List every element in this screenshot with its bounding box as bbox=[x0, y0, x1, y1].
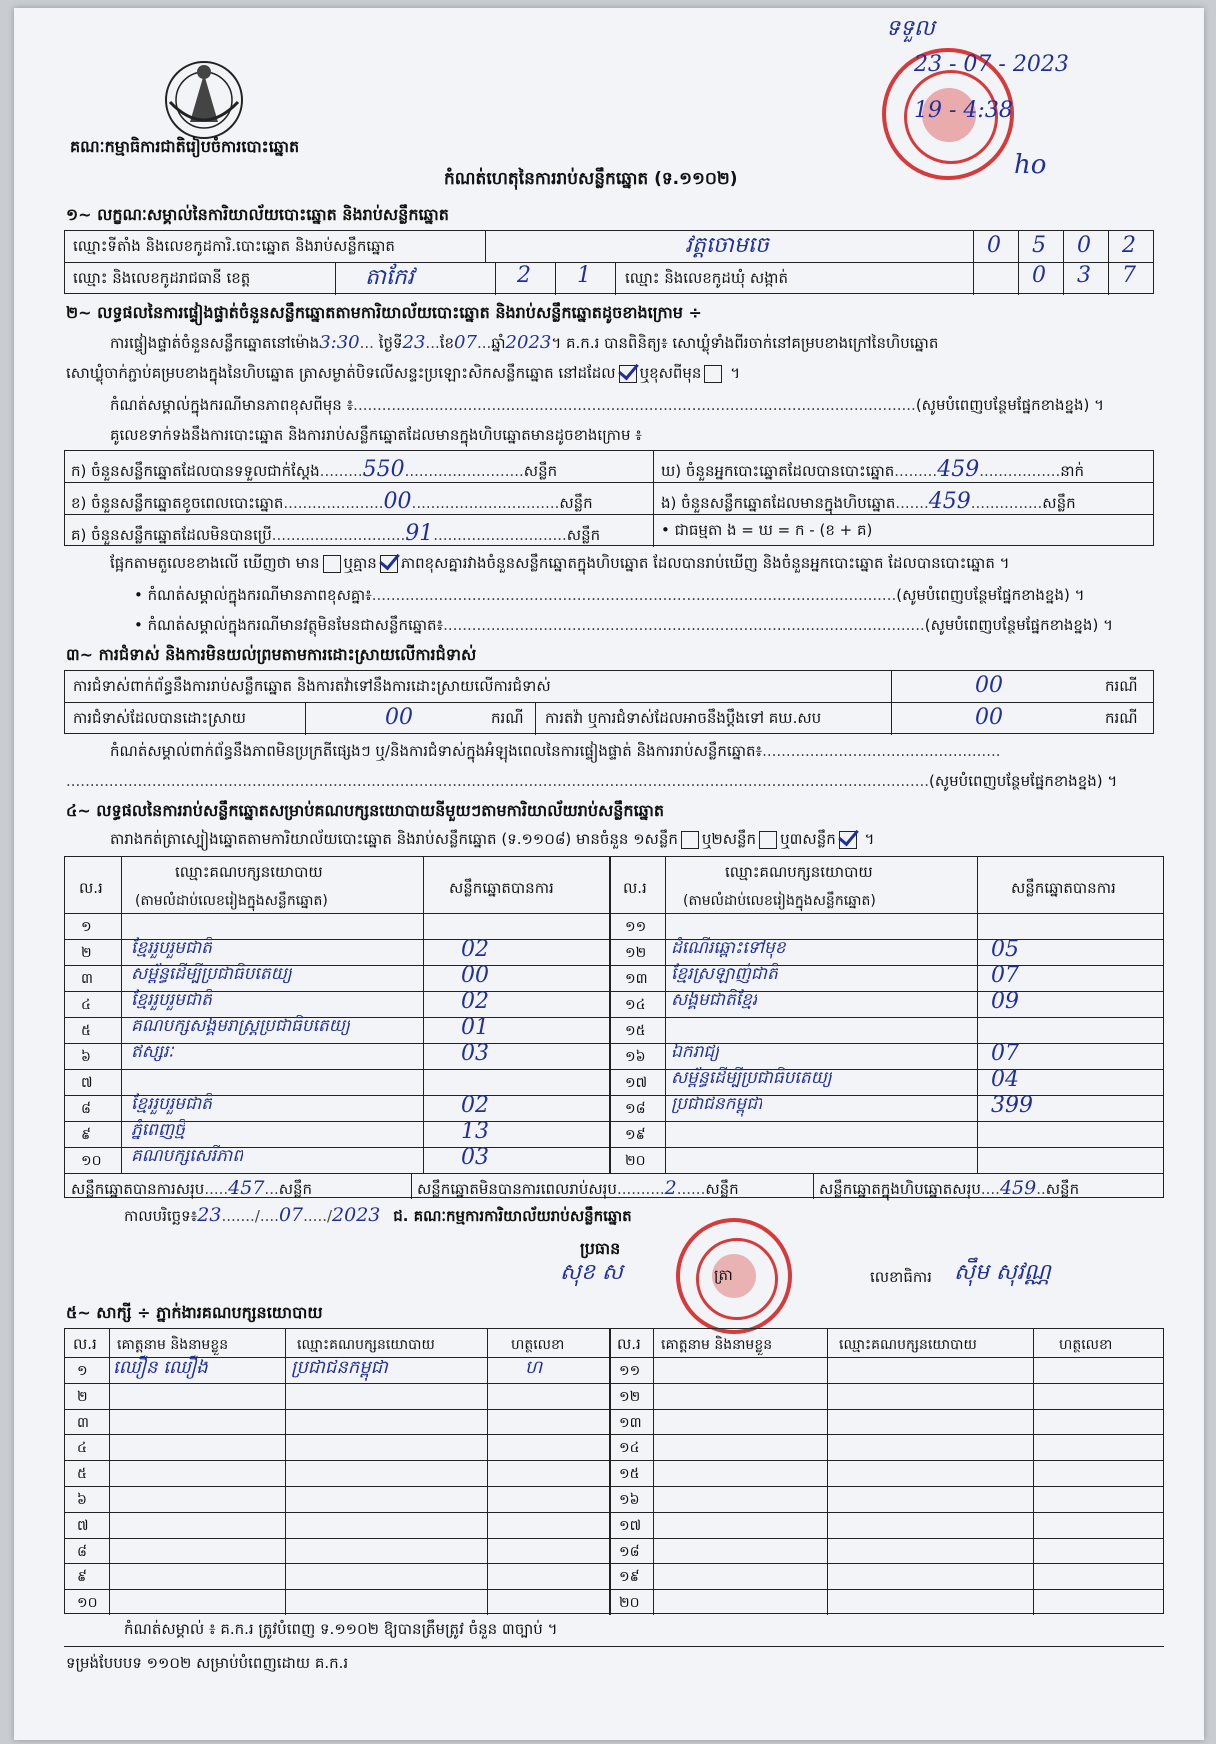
results-row-no: ៤ bbox=[81, 997, 91, 1013]
commune-label: ឈ្មោះ និងលេខកូដឃុំ សង្កាត់ bbox=[625, 269, 788, 287]
invalid-total-label: សន្លឹកឆ្នោតមិនបានការពេលរាប់សរុប bbox=[417, 1180, 617, 1198]
verify-year-label: ឆ្នាំ bbox=[491, 334, 506, 352]
witness-row-no: ៥ bbox=[77, 1466, 87, 1482]
results-row-no: ១៤ bbox=[625, 997, 646, 1013]
witness-row-no: ១៣ bbox=[619, 1415, 642, 1431]
footer-text: ទម្រង់បែបបទ ១១០២ សម្រាប់បំពេញដោយ គ.ក.រ bbox=[66, 1654, 349, 1672]
results-row-party: ខ្មែរស្រឡាញ់ជាតិ bbox=[671, 964, 778, 984]
invalid-total-value: 2 bbox=[664, 1177, 677, 1199]
spoiled-ballots-value: 00 bbox=[383, 489, 412, 514]
results-row-party: ឯករាជ្យ bbox=[671, 1042, 720, 1062]
box-total-value: 459 bbox=[999, 1177, 1037, 1199]
verify-year: 2023 bbox=[505, 332, 552, 353]
valid-total-unit: សន្លឹក bbox=[278, 1180, 313, 1198]
witness-row-no: ១៨ bbox=[619, 1544, 640, 1560]
results-row-no: ២ bbox=[81, 945, 92, 961]
witness-row-no: ៧ bbox=[77, 1518, 89, 1534]
verify-month-label: ខែ bbox=[439, 334, 455, 352]
tally-sheets-3-label: ឬ៣សន្លឹក bbox=[780, 830, 836, 848]
unused-ballots-unit: សន្លឹក bbox=[566, 526, 601, 544]
commune-code-2: 3 bbox=[1077, 263, 1091, 288]
difference-note-line: • កំណត់សម្គាល់ក្នុងករណីមានភាពខុសគ្នា៖..............................................................................................................(សូមបំពេញបន្ថែមផ្នែកខាងខ្នង) ។ bbox=[134, 586, 1085, 604]
valid-total-label: សន្លឹកឆ្នោតបានការសរុប bbox=[71, 1180, 205, 1198]
results-row-votes: 07 bbox=[991, 1041, 1019, 1066]
location-label: ឈ្មោះទីតាំង និងលេខកូដការិ.បោះឆ្នោត និងរាប់សន្លឹកឆ្នោត bbox=[73, 237, 395, 255]
box-ballots-label: ង) ចំនួនសន្លឹកឆ្នោតដែលមានក្នុងហិបឆ្នោត bbox=[661, 494, 896, 512]
results-row-no: ១៨ bbox=[625, 1101, 646, 1117]
witness-row-party: ប្រជាជនកម្ពុជា bbox=[291, 1357, 388, 1378]
witness-row-no: ២ bbox=[77, 1389, 88, 1405]
receipt-signature: ho bbox=[1014, 150, 1047, 180]
witness-col-name-right: គោត្តនាម និងនាមខ្លួន bbox=[661, 1337, 773, 1353]
results-row-party: សម្ព័ន្ធដើម្បីប្រជាធិបតេយ្យ bbox=[671, 1068, 832, 1088]
witness-row-no: ១១ bbox=[619, 1363, 641, 1379]
location-value: វត្តចោមចេ bbox=[685, 233, 769, 258]
witness-row-divider bbox=[65, 1538, 1163, 1539]
verify-day-label: ថ្ងៃទី bbox=[378, 334, 403, 352]
received-ballots-label: ក) ចំនួនសន្លឹកឆ្នោតដែលបានទទួលជាក់ស្តែង bbox=[71, 462, 320, 480]
diff-note-line: កំណត់សម្គាល់ក្នុងករណីមានភាពខុសពីមុន ៖......................................................................................................................(សូមបំពេញបន្ថែមផ្នែកខាងខ្នង) ។ bbox=[110, 396, 1105, 414]
chair-label: ប្រធាន bbox=[580, 1239, 621, 1258]
location-code-3: 0 bbox=[1077, 233, 1091, 258]
complaints-label: ការជំទាស់ពាក់ព័ន្ធនឹងការរាប់សន្លឹកឆ្នោត និងការតវ៉ាទៅនឹងការដោះស្រាយលើការជំទាស់ bbox=[73, 677, 551, 695]
witness-row-divider bbox=[65, 1563, 1163, 1564]
section5-title: ៥~ សាក្សី ÷ ភ្នាក់ងារគណបក្សនយោបាយ bbox=[66, 1303, 323, 1322]
date-month: 07 bbox=[278, 1204, 304, 1226]
verify-line-2: សោឃ្លុំចាក់ភ្ជាប់គម្របខាងក្នុងនៃហិបឆ្នោត ត្រាសម្ងាត់បិទលើសន្ទះប្រឡោះសិកសន្លឹកឆ្នោត នៅដដែល ឬខុសពីមុន ។ bbox=[66, 364, 741, 382]
voters-row: ឃ) ចំនួនអ្នកបោះឆ្នោតដែលបានបោះឆ្នោត.........459.................នាក់ bbox=[661, 457, 1085, 482]
date-line: កាលបរិច្ឆេទ៖23......./....07...../2023 ជ. គណៈកម្មការការិយាល័យរាប់សន្លឹកឆ្នោត bbox=[124, 1204, 632, 1226]
section4-title: ៤~ លទ្ធផលនៃការរាប់សន្លឹកឆ្នោតសម្រាប់គណបក្សនយោបាយនីមួយៗតាមការិយាល័យរាប់សន្លឹកឆ្នោត bbox=[66, 801, 665, 820]
diff-note-end: (សូមបំពេញបន្ថែមផ្នែកខាងខ្នង) ។ bbox=[915, 396, 1105, 414]
section2-title: ២~ លទ្ធផលនៃការផ្ទៀងផ្ទាត់ចំនួនសន្លឹកឆ្នោតតាមការិយាល័យបោះឆ្នោត និងរាប់សន្លឹកឆ្នោតដូចខាងក្រោម ÷ bbox=[66, 303, 702, 322]
seal-same-label: សោឃ្លុំចាក់ភ្ជាប់គម្របខាងក្នុងនៃហិបឆ្នោត ត្រាសម្ងាត់បិទលើសន្ទះប្រឡោះសិកសន្លឹកឆ្នោត នៅដដែល bbox=[66, 364, 616, 382]
results-row-no: ៨ bbox=[81, 1101, 91, 1117]
results-row-votes: 399 bbox=[991, 1093, 1033, 1118]
witness-row-no: ៣ bbox=[77, 1415, 89, 1431]
witness-col-sign-left: ហត្ថលេខា bbox=[511, 1337, 565, 1353]
results-row-divider bbox=[65, 913, 1163, 914]
results-row-no: ១៧ bbox=[625, 1075, 648, 1091]
irregular-note-end: (សូមបំពេញបន្ថែមផ្នែកខាងខ្នង) ។ bbox=[929, 772, 1118, 790]
witness-table bbox=[64, 1328, 1164, 1614]
appeal-label: ការតវ៉ា ឬការជំទាស់ដែលអាចនឹងប្ដឹងទៅ គឃ.សប bbox=[545, 709, 822, 727]
date-label: កាលបរិច្ឆេទ៖ bbox=[124, 1207, 198, 1225]
results-row-no: ៥ bbox=[81, 1023, 91, 1039]
results-row-party: ខ្មែររួបរួមជាតិ bbox=[131, 990, 212, 1010]
witness-row-no: ៤ bbox=[77, 1440, 87, 1456]
witness-row-divider bbox=[65, 1409, 1163, 1410]
results-col-party-sub-left: (តាមលំដាប់លេខរៀងក្នុងសន្លឹកឆ្នោត) bbox=[135, 893, 328, 909]
difference-text: ភាពខុសគ្នារវាងចំនួនសន្លឹកឆ្នោតក្នុងហិបឆ្នោត ដែលបានរាប់ឃើញ និងចំនួនអ្នកបោះឆ្នោត ដែលបានបោះឆ្នោត ។ bbox=[400, 554, 1010, 572]
results-row-no: ១១ bbox=[625, 919, 647, 935]
difference-no-checkbox[interactable] bbox=[380, 555, 398, 573]
results-col-party-sub-right: (តាមលំដាប់លេខរៀងក្នុងសន្លឹកឆ្នោត) bbox=[683, 893, 876, 909]
results-row-party: គណបក្សសេរីភាព bbox=[131, 1146, 244, 1166]
results-row-votes: 04 bbox=[991, 1067, 1019, 1092]
results-row-party: ដំណើរឆ្ពោះទៅមុខ bbox=[671, 938, 786, 958]
results-row-no: ២០ bbox=[625, 1153, 646, 1169]
voters-label: ឃ) ចំនួនអ្នកបោះឆ្នោតដែលបានបោះឆ្នោត bbox=[661, 462, 895, 480]
receipt-time: 19 - 4:38 bbox=[914, 98, 1013, 123]
results-table bbox=[64, 856, 1164, 1198]
results-row-votes: 02 bbox=[461, 1093, 489, 1118]
results-row-votes: 02 bbox=[461, 937, 489, 962]
complaints-table bbox=[64, 670, 1154, 734]
appeal-value: 00 bbox=[975, 705, 1003, 730]
bottom-note: កំណត់សម្គាល់ ៖ គ.ក.រ ត្រូវបំពេញ ទ.១១០២ ឱ្យបានត្រឹមត្រូវ ចំនួន ៣ច្បាប់ ។ bbox=[124, 1620, 558, 1638]
results-row-votes: 00 bbox=[461, 963, 489, 988]
irregular-note-line: កំណត់សម្គាល់ពាក់ព័ន្ធនឹងភាពមិនប្រក្រតីផ្សេងៗ ឬ/និងការជំទាស់ក្នុងអំឡុងពេលនៃការផ្ទៀងផ្ទាត់ និងការរាប់សន្លឹកឆ្នោត៖.................................................. bbox=[110, 742, 1001, 760]
spoiled-ballots-row: ខ) ចំនួនសន្លឹកឆ្នោតខូចពេលបោះឆ្នោត.....................00...............................សន្លឹក bbox=[71, 489, 593, 514]
results-row-party: ប្រជាជនកម្ពុជា bbox=[671, 1094, 763, 1114]
results-row-no: ៣ bbox=[81, 971, 93, 987]
nec-emblem-icon bbox=[160, 52, 248, 142]
footer-divider bbox=[64, 1646, 1164, 1647]
seal-label: ត្រា bbox=[714, 1266, 733, 1284]
received-ballots-value: 550 bbox=[362, 457, 405, 482]
irregular-note-label: កំណត់សម្គាល់ពាក់ព័ន្ធនឹងភាពមិនប្រក្រតីផ្សេងៗ ឬ/និងការជំទាស់ក្នុងអំឡុងពេលនៃការផ្ទៀងផ្ទាត់ និងការរាប់សន្លឹកឆ្នោត៖ bbox=[110, 742, 763, 760]
verify-day: 23 bbox=[402, 332, 426, 353]
results-row-no: ១០ bbox=[81, 1153, 102, 1169]
verify-month: 07 bbox=[454, 332, 477, 353]
witness-row-no: ៨ bbox=[77, 1544, 87, 1560]
valid-total-value: 457 bbox=[228, 1177, 265, 1199]
formula: • ជាធម្មតា ង = ឃ = ក - (ខ + គ) bbox=[661, 521, 873, 539]
results-row-votes: 05 bbox=[991, 937, 1019, 962]
commune-code-1: 0 bbox=[1032, 263, 1046, 288]
witness-row-divider bbox=[65, 1589, 1163, 1590]
witness-col-party-left: ឈ្មោះគណបក្សនយោបាយ bbox=[297, 1337, 435, 1353]
object-note-line: • កំណត់សម្គាល់ក្នុងករណីមានវត្ថុមិនមែនជាសន្លឹកឆ្នោត៖.....................................................................................................(សូមបំពេញបន្ថែមផ្នែកខាងខ្នង) ។ bbox=[134, 616, 1113, 634]
voters-unit: នាក់ bbox=[1060, 462, 1085, 480]
witness-row-no: ១៦ bbox=[619, 1492, 640, 1508]
box-total-unit: សន្លឹក bbox=[1045, 1180, 1080, 1198]
results-col-votes-right: សន្លឹកឆ្នោតបានការ bbox=[1011, 879, 1116, 897]
chair-signature: សុខ ស bbox=[560, 1260, 623, 1285]
results-col-party-left: ឈ្មោះគណបក្សនយោបាយ bbox=[175, 863, 323, 881]
witness-row-divider bbox=[65, 1357, 1163, 1358]
witness-row-no: ១៧ bbox=[619, 1518, 642, 1534]
date-year: 2023 bbox=[332, 1204, 381, 1226]
object-note-end: (សូមបំពេញបន្ថែមផ្នែកខាងខ្នង) ។ bbox=[924, 616, 1113, 634]
object-note-label: • កំណត់សម្គាល់ក្នុងករណីមានវត្ថុមិនមែនជាសន្លឹកឆ្នោត៖ bbox=[134, 616, 444, 634]
results-row-party: ភ្នំពេញថ្មី bbox=[131, 1120, 185, 1140]
results-row-party: ឥស្សរៈ bbox=[131, 1042, 174, 1062]
spoiled-ballots-unit: សន្លឹក bbox=[559, 494, 593, 512]
results-row-no: ១៦ bbox=[625, 1049, 646, 1065]
witness-col-no-right: ល.រ bbox=[617, 1335, 641, 1353]
irregular-note-line-2: .....................................................................................................................................................................................(សូមបំពេញបន្ថែមផ្នែកខាងខ្នង) ។ bbox=[66, 772, 1118, 790]
secretary-label: លេខាធិការ bbox=[870, 1268, 932, 1286]
verify-line-1: ការផ្ទៀងផ្ទាត់ចំនួនសន្លឹកឆ្នោតនៅម៉ោង3:30... ថ្ងៃទី23...ខែ07...ឆ្នាំ2023។ គ.ក.រ បានពិនិត្យ៖ សោឃ្លុំទាំងពីរចាក់នៅគម្របខាងក្រៅនៃហិបឆ្នោត bbox=[110, 332, 939, 353]
receipt-date: 23 - 07 - 2023 bbox=[914, 52, 1069, 77]
witness-row-no: ៦ bbox=[77, 1492, 87, 1508]
section1-table bbox=[64, 230, 1154, 294]
received-ballots-unit: សន្លឹក bbox=[523, 462, 558, 480]
results-col-no-right: ល.រ bbox=[623, 879, 647, 897]
verify-text-end: ។ គ.ក.រ បានពិនិត្យ៖ សោឃ្លុំទាំងពីរចាក់នៅគម្របខាងក្រៅនៃហិបឆ្នោត bbox=[551, 334, 939, 352]
valid-total-row: សន្លឹកឆ្នោតបានការសរុប.....457...សន្លឹក bbox=[71, 1177, 313, 1199]
figures-intro: គូលេខទាក់ទងនឹងការបោះឆ្នោត និងការរាប់សន្លឹកឆ្នោតដែលមានក្នុងហិបឆ្នោតមានដូចខាងក្រោម ៖ bbox=[110, 426, 642, 444]
witness-row-no: ៩ bbox=[77, 1569, 87, 1585]
witness-row-no: ១៩ bbox=[619, 1569, 640, 1585]
results-row-party: សម្ព័ន្ធដើម្បីប្រជាធិបតេយ្យ bbox=[131, 964, 292, 984]
witness-row-no: ១៥ bbox=[619, 1466, 640, 1482]
witness-row-no: ១៤ bbox=[619, 1440, 640, 1456]
results-row-no: ១ bbox=[81, 919, 92, 935]
location-code-2: 5 bbox=[1032, 233, 1046, 258]
results-row-party: ខ្មែររួបរួមជាតិ bbox=[131, 938, 212, 958]
results-row-no: ១៣ bbox=[625, 971, 648, 987]
witness-row-divider bbox=[65, 1486, 1163, 1487]
witness-row-divider bbox=[65, 1460, 1163, 1461]
committee-label: ជ. គណៈកម្មការការិយាល័យរាប់សន្លឹកឆ្នោត bbox=[393, 1207, 632, 1225]
results-row-no: ១៥ bbox=[625, 1023, 646, 1039]
witness-col-party-right: ឈ្មោះគណបក្សនយោបាយ bbox=[839, 1337, 977, 1353]
witness-row-divider bbox=[65, 1434, 1163, 1435]
resolved-label: ការជំទាស់ដែលបានដោះស្រាយ bbox=[73, 709, 246, 727]
voters-value: 459 bbox=[937, 457, 980, 482]
results-row-party: ខ្មែររួបរួមជាតិ bbox=[131, 1094, 212, 1114]
province-value: តាកែវ bbox=[365, 265, 414, 290]
org-name: គណៈកម្មាធិការជាតិរៀបចំការបោះឆ្នោត bbox=[70, 137, 300, 156]
difference-line bbox=[110, 554, 1010, 576]
tally-sheets-1-label: តារាងកត់ត្រាស្បៀងឆ្នោតតាមការិយាល័យបោះឆ្នោត និងរាប់សន្លឹកឆ្នោត (ទ.១១០៨) មានចំនួន ១សន្លឹក bbox=[110, 830, 678, 848]
commune-code-3: 7 bbox=[1122, 263, 1136, 288]
tally-sheets-2-checkbox[interactable] bbox=[759, 831, 777, 849]
receipt-label: ទទួល bbox=[886, 16, 935, 41]
resolved-unit: ករណី bbox=[491, 709, 524, 727]
results-row-no: ៩ bbox=[81, 1127, 91, 1143]
seal-same-checkbox[interactable] bbox=[619, 365, 637, 383]
unused-ballots-row: គ) ចំនួនសន្លឹកឆ្នោតដែលមិនបានប្រើ............................91............................សន្លឹក bbox=[71, 521, 601, 546]
complaints-value: 00 bbox=[975, 673, 1003, 698]
seal-diff-label: ឬខុសពីមុន bbox=[639, 364, 702, 382]
difference-no-label: ឬគ្មាន bbox=[343, 554, 377, 572]
tally-sheets-2-label: ឬ២សន្លឹក bbox=[701, 830, 757, 848]
results-col-votes-left: សន្លឹកឆ្នោតបានការ bbox=[449, 879, 554, 897]
section3-title: ៣~ ការជំទាស់ និងការមិនយល់ព្រមតាមការដោះស្រាយលើការជំទាស់ bbox=[66, 645, 477, 664]
witness-row-name: ឈឿន ឈឿង bbox=[113, 1357, 208, 1378]
province-code-2: 1 bbox=[577, 263, 591, 288]
witness-row-divider bbox=[65, 1383, 1163, 1384]
section1-title: ១~ លក្ខណៈសម្គាល់នៃការិយាល័យបោះឆ្នោត និងរាប់សន្លឹកឆ្នោត bbox=[66, 205, 449, 224]
results-row-no: ៦ bbox=[81, 1049, 91, 1065]
received-ballots-row: ក) ចំនួនសន្លឹកឆ្នោតដែលបានទទួលជាក់ស្តែង.........550.........................សន្លឹក bbox=[71, 457, 558, 482]
results-row-party: គណបក្សសង្គមរាស្ត្រប្រជាធិបតេយ្យ bbox=[131, 1016, 351, 1036]
results-row-divider bbox=[65, 1121, 1163, 1122]
province-label: ឈ្មោះ និងលេខកូដរាជធានី ខេត្ត bbox=[73, 269, 251, 287]
results-row-votes: 03 bbox=[461, 1145, 489, 1170]
witness-row-divider bbox=[65, 1512, 1163, 1513]
results-col-party-right: ឈ្មោះគណបក្សនយោបាយ bbox=[725, 863, 873, 881]
unused-ballots-value: 91 bbox=[405, 521, 434, 546]
results-col-no-left: ល.រ bbox=[79, 879, 103, 897]
invalid-total-unit: សន្លឹក bbox=[705, 1180, 739, 1198]
results-row-votes: 09 bbox=[991, 989, 1019, 1014]
witness-col-no-left: ល.រ bbox=[73, 1335, 97, 1353]
appeal-unit: ករណី bbox=[1105, 709, 1138, 727]
resolved-value: 00 bbox=[385, 705, 413, 730]
complaints-unit: ករណី bbox=[1105, 677, 1138, 695]
witness-row-no: ១០ bbox=[77, 1595, 98, 1611]
results-row-no: ១៩ bbox=[625, 1127, 646, 1143]
spoiled-ballots-label: ខ) ចំនួនសន្លឹកឆ្នោតខូចពេលបោះឆ្នោត bbox=[71, 494, 284, 512]
diff-note-label: កំណត់សម្គាល់ក្នុងករណីមានភាពខុសពីមុន ៖ bbox=[110, 396, 354, 414]
location-code-4: 2 bbox=[1122, 233, 1136, 258]
witness-row-no: ១២ bbox=[619, 1389, 641, 1405]
province-code-1: 2 bbox=[517, 263, 531, 288]
witness-col-sign-right: ហត្ថលេខា bbox=[1059, 1337, 1113, 1353]
secretary-signature: ស៊ឹម សុវណ្ណ bbox=[954, 1260, 1051, 1285]
date-day: 23 bbox=[197, 1204, 222, 1226]
verify-time-label: ការផ្ទៀងផ្ទាត់ចំនួនសន្លឹកឆ្នោតនៅម៉ោង bbox=[110, 334, 320, 352]
results-row-party: សង្គមជាតិខ្មែរ bbox=[671, 990, 758, 1010]
witness-row-no: ១ bbox=[77, 1363, 88, 1379]
difference-note-label: • កំណត់សម្គាល់ក្នុងករណីមានភាពខុសគ្នា៖ bbox=[134, 586, 372, 604]
difference-yes-checkbox[interactable] bbox=[323, 555, 341, 573]
tally-sheets-3-checkbox[interactable] bbox=[839, 831, 857, 849]
witness-row-sign: ហ bbox=[525, 1357, 543, 1378]
results-row-no: ១២ bbox=[625, 945, 647, 961]
box-ballots-unit: សន្លឹក bbox=[1042, 494, 1076, 512]
form-title: កំណត់ហេតុនៃការរាប់សន្លឹកឆ្នោត (ទ.១១០២) bbox=[444, 169, 738, 189]
box-total-row: សន្លឹកឆ្នោតក្នុងហិបឆ្នោតសរុប....459..សន្លឹក bbox=[819, 1177, 1080, 1199]
box-ballots-row: ង) ចំនួនសន្លឹកឆ្នោតដែលមានក្នុងហិបឆ្នោត.......459...............សន្លឹក bbox=[661, 489, 1076, 514]
invalid-total-row: សន្លឹកឆ្នោតមិនបានការពេលរាប់សរុប..........2......សន្លឹក bbox=[417, 1177, 739, 1199]
results-row-votes: 01 bbox=[461, 1015, 489, 1040]
witness-col-name-left: គោត្តនាម និងនាមខ្លួន bbox=[117, 1337, 229, 1353]
tally-sheets-line: តារាងកត់ត្រាស្បៀងឆ្នោតតាមការិយាល័យបោះឆ្នោត និងរាប់សន្លឹកឆ្នោត (ទ.១១០៨) មានចំនួន ១សន្លឹក ឬ២សន្លឹក ឬ៣សន្លឹក ។ bbox=[110, 830, 875, 848]
box-total-label: សន្លឹកឆ្នោតក្នុងហិបឆ្នោតសរុប bbox=[819, 1180, 981, 1198]
results-row-votes: 03 bbox=[461, 1041, 489, 1066]
difference-note-end: (សូមបំពេញបន្ថែមផ្នែកខាងខ្នង) ។ bbox=[896, 586, 1085, 604]
results-row-no: ៧ bbox=[81, 1075, 93, 1091]
results-row-votes: 02 bbox=[461, 989, 489, 1014]
verify-time: 3:30 bbox=[319, 332, 360, 353]
witness-row-no: ២០ bbox=[619, 1595, 640, 1611]
form-page bbox=[14, 8, 1204, 1740]
committee-seal bbox=[676, 1218, 792, 1334]
unused-ballots-label: គ) ចំនួនសន្លឹកឆ្នោតដែលមិនបានប្រើ bbox=[71, 526, 272, 544]
figures-table bbox=[64, 450, 1154, 546]
location-code-1: 0 bbox=[987, 233, 1001, 258]
results-row-votes: 13 bbox=[461, 1119, 489, 1144]
seal-diff-checkbox[interactable] bbox=[704, 365, 722, 383]
results-row-votes: 07 bbox=[991, 963, 1019, 988]
difference-yes-label: ផ្អែកតាមតួលេខខាងលើ ឃើញថា មាន bbox=[110, 554, 320, 572]
box-ballots-value: 459 bbox=[928, 489, 971, 514]
tally-sheets-1-checkbox[interactable] bbox=[681, 831, 699, 849]
